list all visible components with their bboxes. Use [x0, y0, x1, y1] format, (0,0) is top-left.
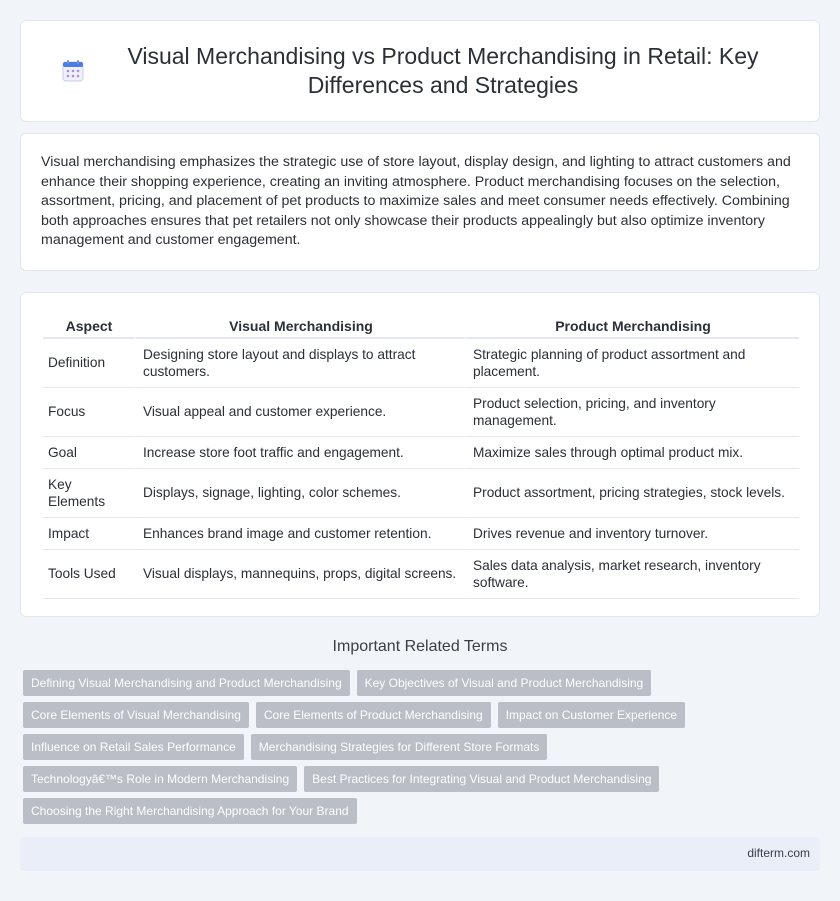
row-product: Product selection, pricing, and inventory management.: [465, 388, 799, 437]
related-term-link[interactable]: Core Elements of Visual Merchandising: [23, 702, 249, 728]
row-aspect: Tools Used: [43, 550, 135, 599]
row-visual: Visual appeal and customer experience.: [135, 388, 465, 437]
header-card: [20, 20, 820, 122]
row-aspect: Focus: [43, 388, 135, 437]
related-term-link[interactable]: Choosing the Right Merchandising Approach for Your Brand: [23, 798, 357, 824]
row-aspect: Key Elements: [43, 469, 135, 518]
page-title: Visual Merchandising vs Product Merchandising in Retail: Key Differences and Strategies: [127, 43, 759, 98]
header-product: Product Merchandising: [465, 315, 799, 339]
table-header-row: [43, 315, 799, 339]
related-term-link[interactable]: Impact on Customer Experience: [498, 702, 685, 728]
comparison-table: [43, 315, 799, 599]
row-product: Strategic planning of product assortment and placement.: [465, 339, 799, 388]
related-term-link[interactable]: Technologyâ€™s Role in Modern Merchandising: [23, 766, 297, 792]
row-visual: Enhances brand image and customer retention.: [135, 518, 465, 550]
related-term-link[interactable]: Influence on Retail Sales Performance: [23, 734, 244, 760]
intro-card: [20, 133, 820, 271]
footer: [20, 837, 820, 871]
related-term-link[interactable]: Key Objectives of Visual and Product Merchandising: [357, 670, 652, 696]
row-product: Sales data analysis, market research, inventory software.: [465, 550, 799, 599]
header-aspect: Aspect: [43, 315, 135, 339]
calendar-icon: [61, 59, 85, 83]
table-row: [43, 469, 799, 518]
related-term-link[interactable]: Core Elements of Product Merchandising: [256, 702, 491, 728]
related-terms-list: [23, 670, 823, 830]
table-row: [43, 550, 799, 599]
row-aspect: Impact: [43, 518, 135, 550]
intro-paragraph: Visual merchandising emphasizes the strategic use of store layout, display design, and lighting to attract customers and enhance their shopping experience, creating an inviting atmosphere. Product merchandising focuses on the selection, assortment, pricing, and placement of pet products to maximize sales and meet consumer needs effectively. Combining both approaches ensures that pet retailers not only showcase their products appealingly but also optimize inventory management and customer engagement.: [41, 154, 791, 249]
row-visual: Increase store foot traffic and engagement.: [135, 437, 465, 469]
row-visual: Visual displays, mannequins, props, digital screens.: [135, 550, 465, 599]
row-product: Maximize sales through optimal product mix.: [465, 437, 799, 469]
related-term-link[interactable]: Best Practices for Integrating Visual and Product Merchandising: [304, 766, 659, 792]
table-row: [43, 437, 799, 469]
row-product: Product assortment, pricing strategies, stock levels.: [465, 469, 799, 518]
row-visual: Displays, signage, lighting, color schemes.: [135, 469, 465, 518]
row-product: Drives revenue and inventory turnover.: [465, 518, 799, 550]
related-term-link[interactable]: Defining Visual Merchandising and Product Merchandising: [23, 670, 350, 696]
row-aspect: Definition: [43, 339, 135, 388]
related-term-link[interactable]: Merchandising Strategies for Different Store Formats: [251, 734, 548, 760]
table-row: [43, 339, 799, 388]
comparison-card: [20, 292, 820, 617]
table-row: [43, 388, 799, 437]
table-row: [43, 518, 799, 550]
related-terms-title: Important Related Terms: [332, 638, 508, 655]
footer-site-link[interactable]: difterm.com: [747, 846, 810, 860]
header-visual: Visual Merchandising: [135, 315, 465, 339]
row-aspect: Goal: [43, 437, 135, 469]
row-visual: Designing store layout and displays to attract customers.: [135, 339, 465, 388]
